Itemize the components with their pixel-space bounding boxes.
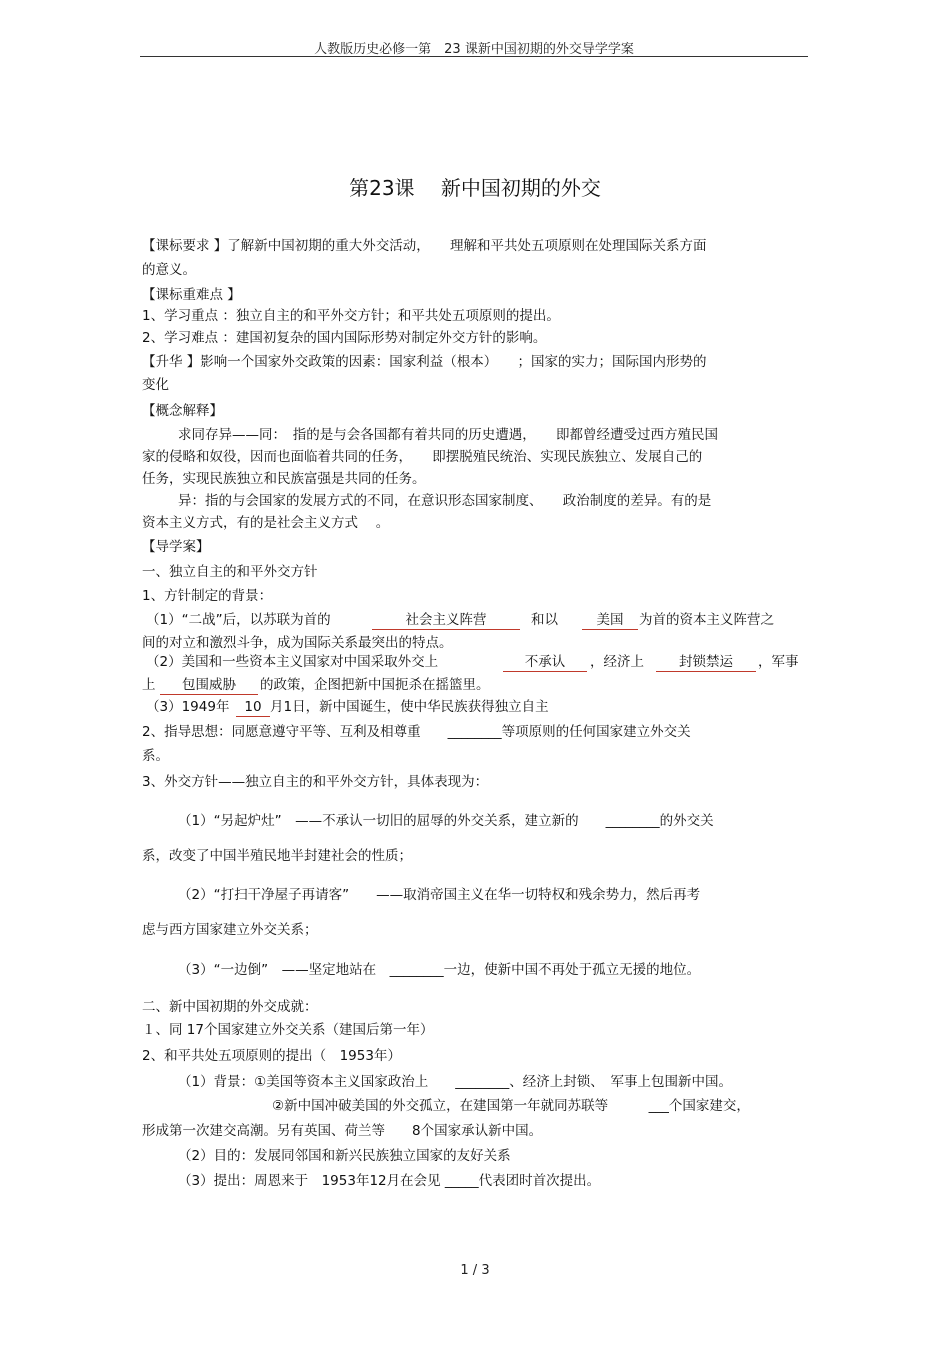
- text-line: 上: [142, 677, 156, 693]
- text-line: 【升华 】影响一个国家外交政策的因素：国家利益（根本） ；国家的实力；国际国内形势的: [142, 354, 707, 370]
- text-line: 系，改变了中国半殖民地半封建社会的性质；: [142, 848, 412, 864]
- fill-answer: 封锁禁运: [679, 654, 733, 670]
- answer-underline: [582, 629, 638, 630]
- text-line: 资本主义方式，有的是社会主义方式 。: [142, 515, 390, 531]
- fill-answer: 不承认: [524, 654, 566, 670]
- text-line: 异：指的与会国家的发展方式的不同，在意识形态国家制度、 政治制度的差异。有的是: [178, 493, 712, 509]
- text-line: 求同存异——同： 指的是与会各国都有着共同的历史遭遇， 即都曾经遭受过西方殖民国: [178, 427, 718, 443]
- text-line: 系。: [142, 748, 169, 764]
- text-line: 家的侵略和奴役，因而也面临着共同的任务， 即摆脱殖民统治、实现民族独立、发展自己的: [142, 449, 703, 465]
- text-line: 1、学习重点 ：独立自主的和平外交方针；和平共处五项原则的提出。: [142, 308, 560, 324]
- fill-answer: 包围威胁: [182, 677, 236, 693]
- answer-underline: [503, 671, 587, 672]
- text-line: 形成第一次建交高潮。另有英国、荷兰等 8个国家承认新中国。: [142, 1123, 543, 1139]
- text-line: 间的对立和激烈斗争，成为国际关系最突出的特点。: [142, 635, 453, 651]
- text-line: 月1日，新中国诞生，使中华民族获得独立自主: [270, 699, 549, 715]
- text-line: 的意义。: [142, 262, 196, 278]
- text-line: 2、学习难点 ：建国初复杂的国内国际形势对制定外交方针的影响。: [142, 330, 547, 346]
- fill-answer: 美国: [596, 612, 624, 628]
- running-header: 人教版历史必修一第 23 课新中国初期的外交导学学案: [314, 42, 634, 57]
- text-line: （1）背景：①美国等资本主义国家政治上 ________、经济上封锁、 军事上包围新中国。: [178, 1074, 732, 1090]
- text-line: （3）1949年: [146, 699, 230, 715]
- text-line: ，经济上: [590, 654, 644, 670]
- text-line: 二、新中国初期的外交成就：: [142, 999, 318, 1015]
- text-line: （1）“二战”后，以苏联为首的: [146, 612, 331, 628]
- text-line: 一、独立自主的和平外交方针: [142, 564, 318, 580]
- text-line: 2、指导思想：同愿意遵守平等、互利及相尊重 ________等项原则的任何国家建立外交关: [142, 724, 691, 740]
- text-line: （3）“一边倒” ——坚定地站在 ________一边，使新中国不再处于孤立无援的地位。: [178, 962, 701, 978]
- text-line: （2）“打扫干净屋子再请客” ——取消帝国主义在华一切特权和残余势力，然后再考: [178, 887, 701, 903]
- text-line: （1）“另起炉灶” ——不承认一切旧的屈辱的外交关系，建立新的 ________的外交关: [178, 813, 714, 829]
- text-line: 【课标重难点 】: [142, 287, 241, 303]
- text-line: 为首的资本主义阵营之: [639, 612, 774, 628]
- fill-answer: 社会主义阵营: [405, 612, 487, 628]
- text-line: 的政策，企图把新中国扼杀在摇篮里。: [260, 677, 490, 693]
- text-line: １、同 17个国家建立外交关系（建国后第一年）: [142, 1022, 434, 1038]
- text-line: （2）美国和一些资本主义国家对中国采取外交上: [146, 654, 439, 670]
- lesson-title: 第23课 新中国初期的外交: [349, 176, 601, 200]
- text-line: 【概念解释】: [142, 403, 223, 419]
- fill-answer: 10: [244, 699, 262, 715]
- answer-underline: [372, 629, 520, 630]
- text-line: 【课标要求 】了解新中国初期的重大外交活动， 理解和平共处五项原则在处理国际关系方面: [142, 238, 707, 254]
- text-line: 变化: [142, 377, 169, 393]
- text-line: 1、方针制定的背景：: [142, 588, 273, 604]
- text-line: ②新中国冲破美国的外交孤立，在建国第一年就同苏联等 ___个国家建交，: [272, 1098, 750, 1114]
- text-line: 3、外交方针——独立自主的和平外交方针，具体表现为：: [142, 774, 489, 790]
- text-line: 【导学案】: [142, 539, 210, 555]
- text-line: 任务，实现民族独立和民族富强是共同的任务。: [142, 471, 426, 487]
- text-line: ，军事: [758, 654, 799, 670]
- text-line: （2）目的：发展同邻国和新兴民族独立国家的友好关系: [178, 1148, 511, 1164]
- answer-underline: [236, 716, 270, 717]
- page-number: 1 / 3: [460, 1263, 490, 1278]
- text-line: 2、和平共处五项原则的提出（ 1953年）: [142, 1048, 401, 1064]
- text-line: （3）提出：周恩来于 1953年12月在会见 _____代表团时首次提出。: [178, 1173, 601, 1189]
- answer-underline: [160, 694, 258, 695]
- text-line: 虑与西方国家建立外交关系；: [142, 922, 318, 938]
- text-line: 和以: [531, 612, 558, 628]
- header-rule: [140, 56, 808, 57]
- answer-underline: [656, 671, 756, 672]
